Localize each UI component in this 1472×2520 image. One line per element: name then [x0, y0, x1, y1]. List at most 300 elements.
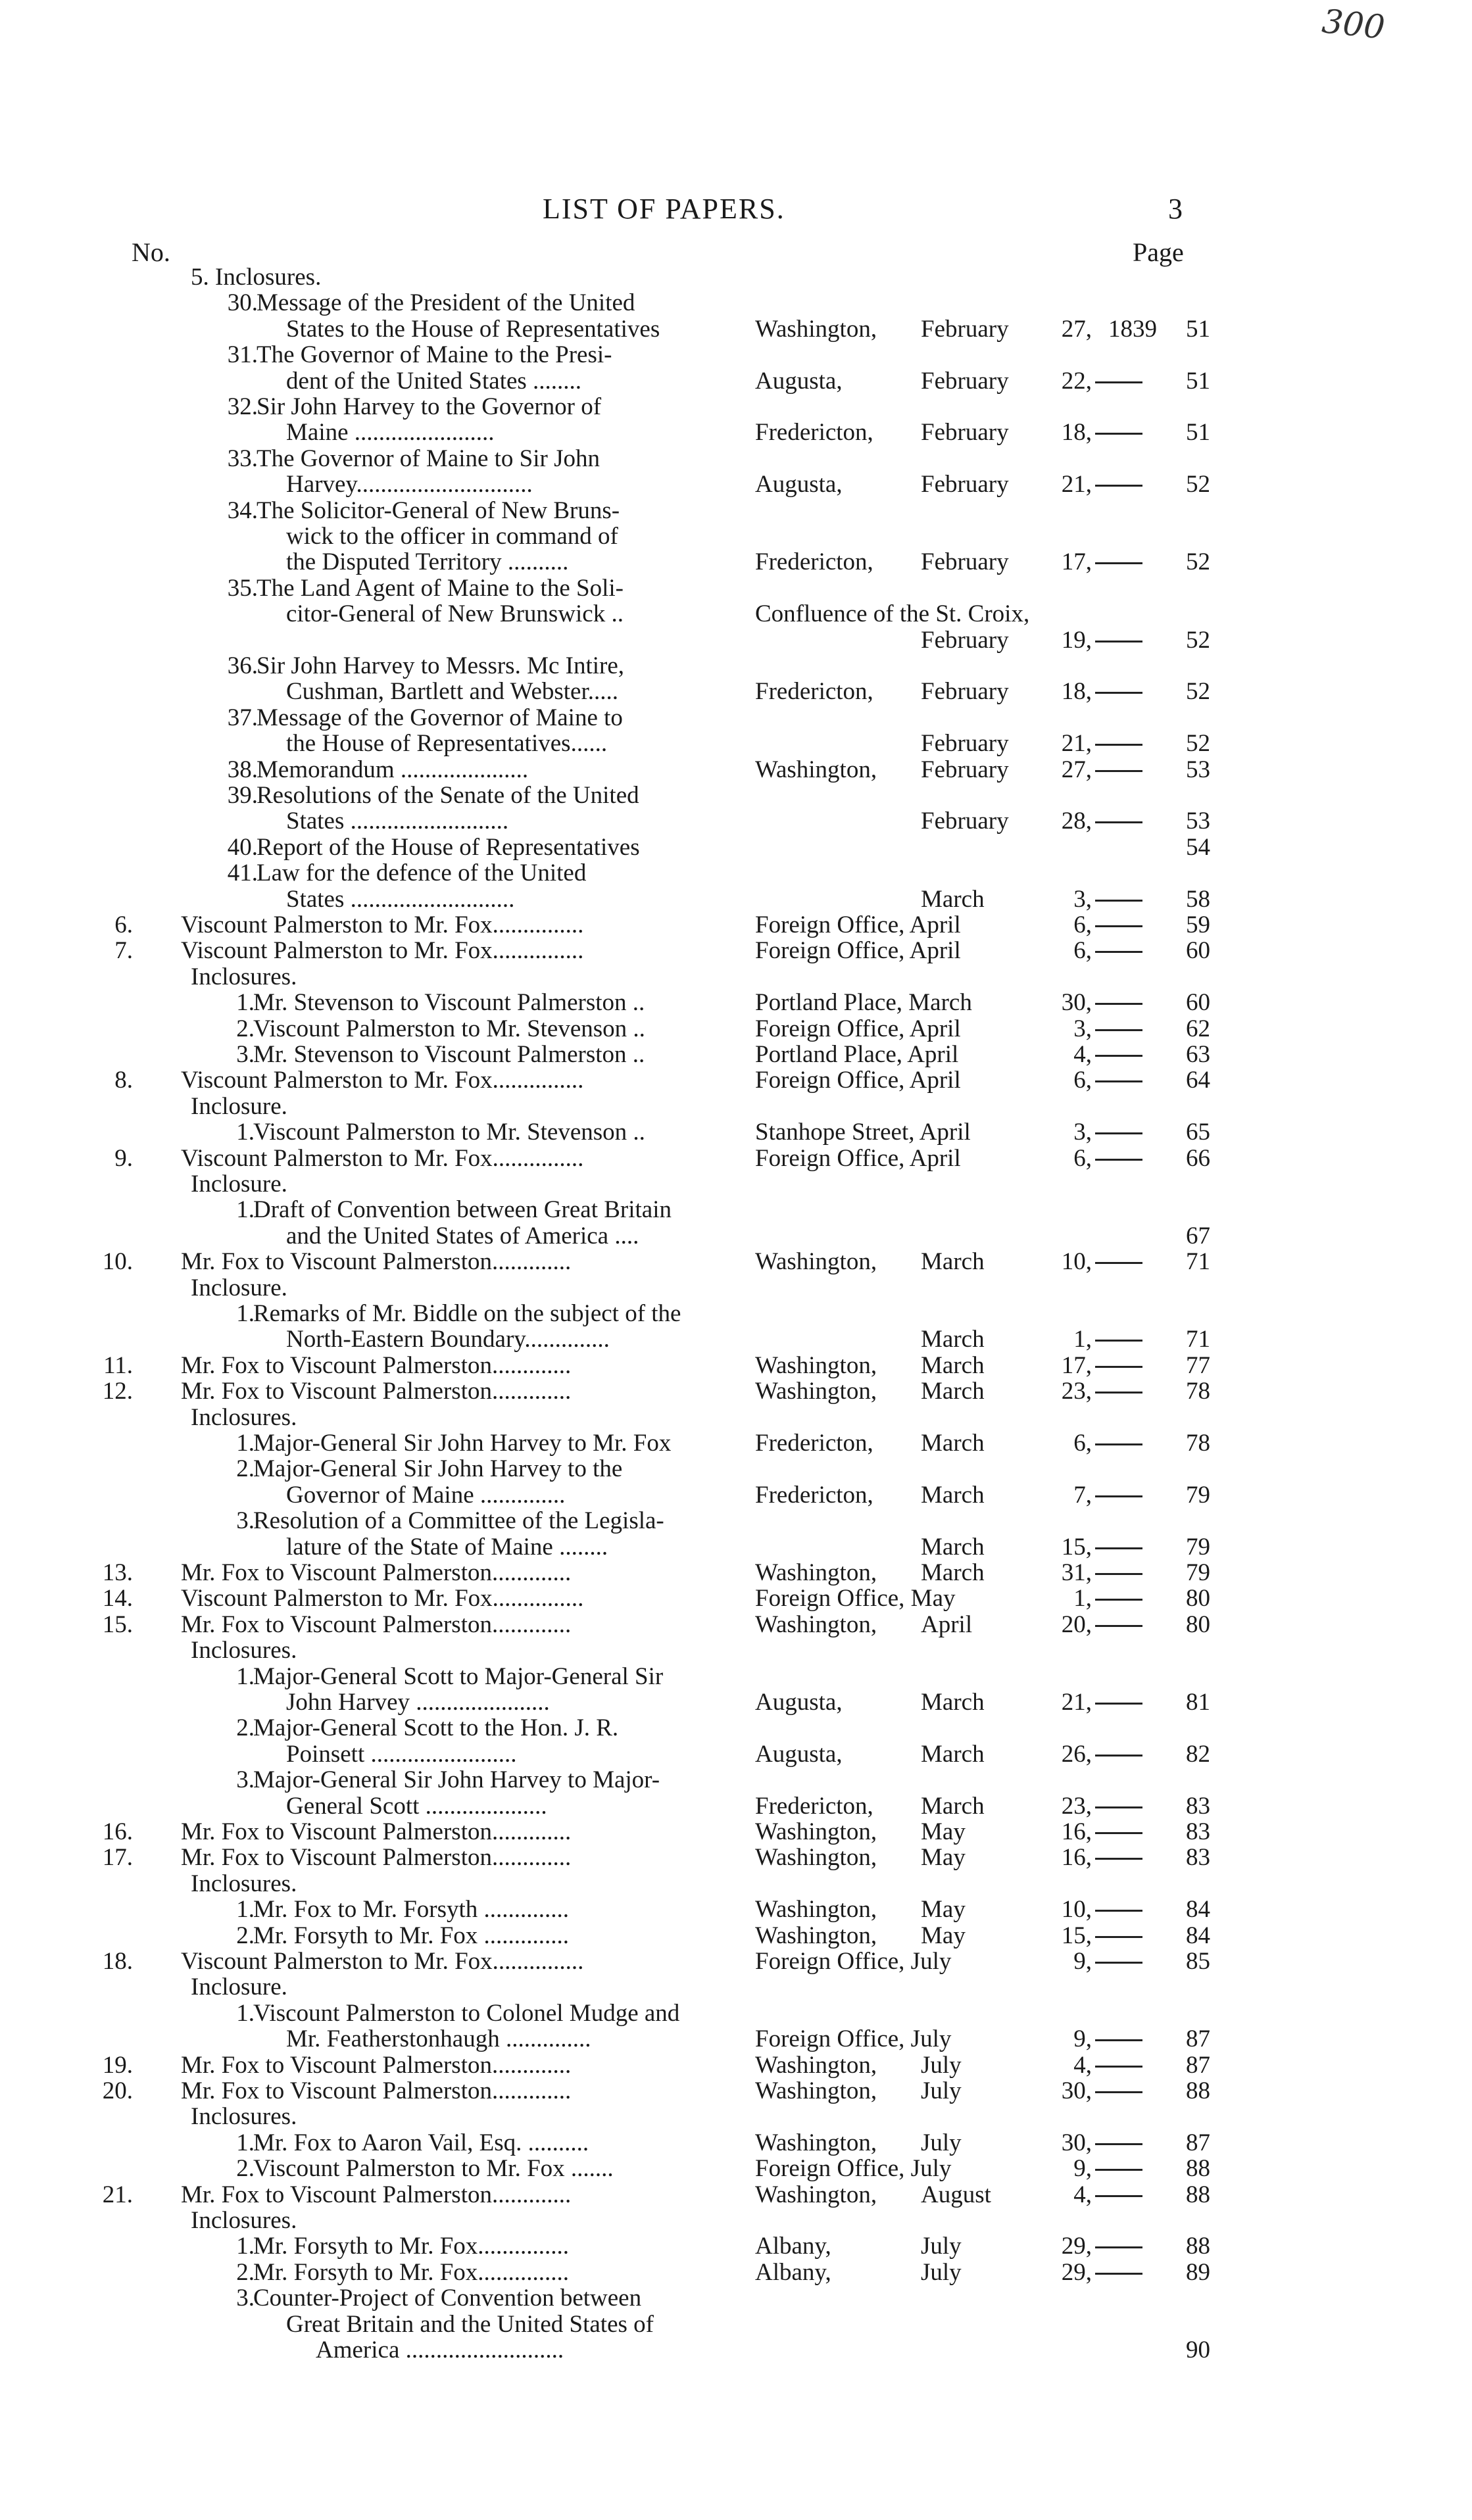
entry-month: March: [921, 1352, 985, 1379]
entry-page: 66: [1186, 1145, 1210, 1172]
entry-place: Washington,: [755, 316, 877, 343]
entry-title: States ...........................: [286, 886, 515, 913]
entry-title: Major-General Scott to Major-General Sir: [253, 1663, 664, 1690]
entry-title: the Disputed Territory ..........: [286, 548, 569, 575]
entry-number: 34.: [227, 497, 258, 524]
entry-day: 19,: [1061, 627, 1092, 654]
entry-title: Mr. Fox to Viscount Palmerston.............: [181, 2052, 572, 2079]
entry-number: 33.: [227, 445, 258, 472]
entry-title: John Harvey ......................: [286, 1689, 550, 1716]
entry-page: 78: [1186, 1430, 1210, 1457]
entry-number: 18.: [102, 1948, 133, 1975]
entry-title: Cushman, Bartlett and Webster.....: [286, 678, 619, 705]
entry-day: 4,: [1073, 1041, 1092, 1068]
entry-month: February: [921, 548, 1009, 575]
entry-day: 28,: [1061, 808, 1092, 835]
entry-title: lature of the State of Maine ........: [286, 1534, 608, 1561]
entry-place: Foreign Office, April: [755, 1067, 961, 1094]
entry-page: 80: [1186, 1611, 1210, 1638]
entry-number: 30.: [227, 289, 258, 316]
entry-title: The Governor of Maine to Sir John: [257, 445, 601, 472]
entry-day: 17,: [1061, 1352, 1092, 1379]
entry-month: March: [921, 1326, 985, 1353]
entry-title: Inclosure.: [191, 1171, 287, 1198]
entry-day: 6,: [1073, 1145, 1092, 1172]
entry-title: Viscount Palmerston to Mr. Fox...............: [181, 1948, 584, 1975]
entry-month: March: [921, 1378, 985, 1405]
entry-day: 6,: [1073, 937, 1092, 964]
entry-title: Mr. Forsyth to Mr. Fox...............: [253, 2233, 570, 2260]
entry-place: Albany,: [755, 2259, 831, 2286]
entry-page: 88: [1186, 2077, 1210, 2104]
entry-number: 1.: [236, 989, 255, 1016]
entry-page: 88: [1186, 2181, 1210, 2208]
entry-number: 1.: [236, 1300, 255, 1327]
entry-page: 79: [1186, 1559, 1210, 1586]
entry-day: 3,: [1073, 1119, 1092, 1146]
entry-month: March: [921, 1793, 985, 1820]
entry-place: Foreign Office, July: [755, 2155, 952, 2182]
entry-month: July: [921, 2052, 962, 2079]
entry-number: 17.: [102, 1844, 133, 1871]
entry-place: Portland Place, April: [755, 1041, 959, 1068]
entry-number: 31.: [227, 341, 258, 368]
entry-page: 83: [1186, 1793, 1210, 1820]
entry-day: 30,: [1061, 989, 1092, 1016]
entry-place: Washington,: [755, 1896, 877, 1923]
entry-place: Washington,: [755, 1611, 877, 1638]
entry-number: 3.: [236, 1041, 255, 1068]
entry-month: March: [921, 886, 985, 913]
entry-day: 17,: [1061, 548, 1092, 575]
entry-month: July: [921, 2129, 962, 2156]
entry-place: Confluence of the St. Croix,: [755, 600, 1030, 627]
entry-number: 3.: [236, 1766, 255, 1793]
entry-title: States ..........................: [286, 808, 509, 835]
entry-title: Inclosure.: [191, 1974, 287, 2000]
entry-title: Mr. Fox to Viscount Palmerston.............: [181, 1611, 572, 1638]
entry-title: Viscount Palmerston to Mr. Fox...............: [181, 1585, 584, 1612]
entry-place: Augusta,: [755, 471, 843, 498]
entry-title: Mr. Forsyth to Mr. Fox...............: [253, 2259, 570, 2286]
entry-title: Mr. Fox to Viscount Palmerston.............: [181, 1248, 572, 1275]
entry-month: August: [921, 2181, 991, 2208]
entry-page: 87: [1186, 2129, 1210, 2156]
entry-day: 4,: [1073, 2181, 1092, 2208]
entry-page: 81: [1186, 1689, 1210, 1716]
entry-title: North-Eastern Boundary..............: [286, 1326, 610, 1353]
entry-title: Major-General Scott to the Hon. J. R.: [253, 1714, 619, 1741]
entry-title: Viscount Palmerston to Mr. Fox...............: [181, 1145, 584, 1172]
entry-title: citor-General of New Brunswick ..: [286, 600, 624, 627]
entry-title: Remarks of Mr. Biddle on the subject of the: [253, 1300, 681, 1327]
entry-page: 84: [1186, 1896, 1210, 1923]
entry-page: 52: [1186, 627, 1210, 654]
entry-month: May: [921, 1844, 966, 1871]
entry-number: 37.: [227, 704, 258, 731]
entry-title: Mr. Fox to Viscount Palmerston.............: [181, 1378, 572, 1405]
entry-number: 38.: [227, 756, 258, 783]
entry-number: 14.: [102, 1585, 133, 1612]
entry-title: Viscount Palmerston to Mr. Fox...............: [181, 911, 584, 938]
entry-page: 51: [1186, 316, 1210, 343]
entry-place: Foreign Office, April: [755, 937, 961, 964]
entry-number: 1.: [236, 2000, 255, 2027]
entry-page: 88: [1186, 2155, 1210, 2182]
entry-number: 41.: [227, 860, 258, 886]
entry-title: wick to the officer in command of: [286, 523, 618, 550]
entry-title: dent of the United States ........: [286, 368, 582, 395]
entry-place: Fredericton,: [755, 419, 873, 446]
entry-place: Augusta,: [755, 1741, 843, 1768]
entry-month: July: [921, 2259, 962, 2286]
entry-month: March: [921, 1482, 985, 1509]
entry-title: Draft of Convention between Great Britain: [253, 1196, 672, 1223]
entry-month: February: [921, 471, 1009, 498]
entry-number: 2.: [236, 1714, 255, 1741]
entry-title: Resolutions of the Senate of the United: [257, 782, 639, 809]
entry-month: February: [921, 730, 1009, 757]
entry-number: 39.: [227, 782, 258, 809]
entry-page: 53: [1186, 756, 1210, 783]
entry-day: 1,: [1073, 1585, 1092, 1612]
entry-day: 3,: [1073, 1015, 1092, 1042]
entry-number: 21.: [102, 2181, 133, 2208]
entry-day: 4,: [1073, 2052, 1092, 2079]
entry-number: 6.: [114, 911, 133, 938]
entry-title: Major-General Sir John Harvey to the: [253, 1455, 623, 1482]
page-number: 3: [1168, 193, 1183, 225]
entry-number: 7.: [114, 937, 133, 964]
entry-month: May: [921, 1896, 966, 1923]
entry-day: 21,: [1061, 471, 1092, 498]
entry-number: 1.: [236, 2129, 255, 2156]
entry-month: February: [921, 678, 1009, 705]
entry-title: Mr. Forsyth to Mr. Fox ..............: [253, 1922, 570, 1949]
entry-day: 23,: [1061, 1378, 1092, 1405]
entry-month: March: [921, 1559, 985, 1586]
entry-page: 85: [1186, 1948, 1210, 1975]
entry-day: 9,: [1073, 2155, 1092, 2182]
entry-title: Viscount Palmerston to Mr. Fox...............: [181, 937, 584, 964]
entry-page: 87: [1186, 2052, 1210, 2079]
entry-page: 67: [1186, 1223, 1210, 1249]
entry-day: 23,: [1061, 1793, 1092, 1820]
entry-month: May: [921, 1818, 966, 1845]
entry-month: February: [921, 419, 1009, 446]
entry-page: 51: [1186, 368, 1210, 395]
entry-title: Major-General Sir John Harvey to Major-: [253, 1766, 660, 1793]
entry-page: 71: [1186, 1248, 1210, 1275]
entry-title: Mr. Fox to Viscount Palmerston.............: [181, 1559, 572, 1586]
entry-place: Washington,: [755, 1378, 877, 1405]
entry-number: 1.: [236, 1430, 255, 1457]
entry-title: Viscount Palmerston to Mr. Stevenson ..: [253, 1015, 645, 1042]
entry-page: 79: [1186, 1534, 1210, 1561]
entry-title: Mr. Featherstonhaugh ..............: [286, 2025, 591, 2052]
entry-number: 2.: [236, 2259, 255, 2286]
entry-page: 88: [1186, 2233, 1210, 2260]
entry-number: 1.: [236, 1196, 255, 1223]
entry-title: Inclosures.: [191, 2207, 297, 2234]
entry-title: Viscount Palmerston to Mr. Fox .......: [253, 2155, 614, 2182]
entry-month: April: [921, 1611, 973, 1638]
entry-place: Washington,: [755, 1248, 877, 1275]
entry-place: Washington,: [755, 1559, 877, 1586]
entry-day: 18,: [1061, 678, 1092, 705]
entry-day: 20,: [1061, 1611, 1092, 1638]
entry-number: 35.: [227, 575, 258, 602]
entry-day: 3,: [1073, 886, 1092, 913]
entry-day: 9,: [1073, 2025, 1092, 2052]
entry-number: 16.: [102, 1818, 133, 1845]
entry-day: 21,: [1061, 1689, 1092, 1716]
entry-place: Fredericton,: [755, 1482, 873, 1509]
entry-place: Portland Place, March: [755, 989, 972, 1016]
entry-page: 65: [1186, 1119, 1210, 1146]
entry-day: 6,: [1073, 911, 1092, 938]
entry-title: Message of the President of the United: [257, 289, 635, 316]
entry-number: 40.: [227, 834, 258, 861]
entry-number: 20.: [102, 2077, 133, 2104]
entry-page: 52: [1186, 730, 1210, 757]
entry-title: Inclosures.: [191, 1637, 297, 1664]
entry-page: 59: [1186, 911, 1210, 938]
entry-page: 60: [1186, 937, 1210, 964]
entry-title: Viscount Palmerston to Mr. Fox...............: [181, 1067, 584, 1094]
entry-title: Poinsett ........................: [286, 1741, 517, 1768]
entry-title: Counter-Project of Convention between: [253, 2285, 642, 2312]
entry-month: March: [921, 1248, 985, 1275]
entry-title: Mr. Stevenson to Viscount Palmerston ..: [253, 989, 645, 1016]
entry-title: Governor of Maine ..............: [286, 1482, 566, 1509]
entry-month: July: [921, 2077, 962, 2104]
entry-title: Message of the Governor of Maine to: [257, 704, 623, 731]
entry-place: Washington,: [755, 1844, 877, 1871]
column-header-page: Page: [1133, 237, 1184, 267]
entry-place: Albany,: [755, 2233, 831, 2260]
entry-page: 80: [1186, 1585, 1210, 1612]
entry-month: February: [921, 316, 1009, 343]
entry-number: 32.: [227, 393, 258, 420]
entry-day: 27,: [1061, 316, 1092, 343]
entry-title: Memorandum .....................: [257, 756, 529, 783]
entry-title: Mr. Stevenson to Viscount Palmerston ..: [253, 1041, 645, 1068]
entry-page: 89: [1186, 2259, 1210, 2286]
entry-page: 84: [1186, 1922, 1210, 1949]
entry-title: The Governor of Maine to the Presi-: [257, 341, 612, 368]
entry-place: Washington,: [755, 1922, 877, 1949]
entry-place: Foreign Office, May: [755, 1585, 956, 1612]
entry-day: 1,: [1073, 1326, 1092, 1353]
entry-place: Stanhope Street, April: [755, 1119, 971, 1146]
entry-title: Mr. Fox to Viscount Palmerston.............: [181, 1844, 572, 1871]
entry-title: Great Britain and the United States of: [286, 2311, 654, 2338]
entry-number: 1.: [236, 1896, 255, 1923]
page-title: LIST OF PAPERS.: [543, 193, 785, 225]
entry-title: America ..........................: [316, 2337, 564, 2363]
entry-day: 15,: [1061, 1922, 1092, 1949]
entry-number: 9.: [114, 1145, 133, 1172]
entry-place: Foreign Office, April: [755, 911, 961, 938]
entry-page: 82: [1186, 1741, 1210, 1768]
entry-day: 10,: [1061, 1896, 1092, 1923]
entry-month: February: [921, 627, 1009, 654]
entry-page: 64: [1186, 1067, 1210, 1094]
entry-place: Foreign Office, April: [755, 1015, 961, 1042]
entry-title: Sir John Harvey to the Governor of: [257, 393, 602, 420]
entry-place: Washington,: [755, 2052, 877, 2079]
entry-place: Washington,: [755, 2181, 877, 2208]
entry-place: Fredericton,: [755, 1430, 873, 1457]
entry-page: 83: [1186, 1818, 1210, 1845]
entry-title: Maine .......................: [286, 419, 495, 446]
entry-place: Washington,: [755, 2077, 877, 2104]
entry-title: Viscount Palmerston to Mr. Stevenson ..: [253, 1119, 645, 1146]
entry-number: 2.: [236, 1455, 255, 1482]
entry-number: 2.: [236, 1015, 255, 1042]
entry-place: Foreign Office, July: [755, 1948, 952, 1975]
handwritten-folio: 300: [1320, 2, 1387, 47]
entry-title: Major-General Sir John Harvey to Mr. Fox: [253, 1430, 672, 1457]
entry-number: 10.: [102, 1248, 133, 1275]
entry-place: Augusta,: [755, 1689, 843, 1716]
entry-page: 54: [1186, 834, 1210, 861]
entry-place: Foreign Office, April: [755, 1145, 961, 1172]
entry-month: May: [921, 1922, 966, 1949]
entry-title: Mr. Fox to Viscount Palmerston.............: [181, 1818, 572, 1845]
entry-day: 6,: [1073, 1430, 1092, 1457]
entry-title: Viscount Palmerston to Colonel Mudge and: [253, 2000, 680, 2027]
entry-year: 1839: [1108, 316, 1157, 343]
entry-place: Fredericton,: [755, 548, 873, 575]
entry-title: Law for the defence of the United: [257, 860, 587, 886]
entry-number: 15.: [102, 1611, 133, 1638]
entry-day: 22,: [1061, 368, 1092, 395]
entry-day: 29,: [1061, 2233, 1092, 2260]
entry-title: Resolution of a Committee of the Legisla-: [253, 1507, 664, 1534]
entry-number: 1.: [236, 1119, 255, 1146]
entry-title: Mr. Fox to Viscount Palmerston.............: [181, 1352, 572, 1379]
entry-page: 63: [1186, 1041, 1210, 1068]
entry-title: Inclosure.: [191, 1274, 287, 1301]
entry-page: 77: [1186, 1352, 1210, 1379]
entry-title: The Land Agent of Maine to the Soli-: [257, 575, 624, 602]
entry-page: 52: [1186, 471, 1210, 498]
entry-place: Augusta,: [755, 368, 843, 395]
entry-day: 10,: [1061, 1248, 1092, 1275]
entry-day: 29,: [1061, 2259, 1092, 2286]
entry-month: March: [921, 1534, 985, 1561]
entry-title: General Scott ....................: [286, 1793, 547, 1820]
entry-place: Fredericton,: [755, 1793, 873, 1820]
entry-page: 79: [1186, 1482, 1210, 1509]
entry-number: 12.: [102, 1378, 133, 1405]
entry-place: Washington,: [755, 1818, 877, 1845]
entry-day: 9,: [1073, 1948, 1092, 1975]
entry-number: 3.: [236, 1507, 255, 1534]
entry-number: 2.: [236, 2155, 255, 2182]
entry-place: Washington,: [755, 756, 877, 783]
entry-title: States to the House of Representatives: [286, 316, 660, 343]
entry-day: 7,: [1073, 1482, 1092, 1509]
entry-title: Inclosures.: [191, 963, 297, 990]
entry-day: 16,: [1061, 1818, 1092, 1845]
entry-day: 27,: [1061, 756, 1092, 783]
entry-number: 1.: [236, 2233, 255, 2260]
entry-number: 11.: [103, 1352, 133, 1379]
entry-day: 21,: [1061, 730, 1092, 757]
entry-number: 36.: [227, 652, 258, 679]
entry-day: 26,: [1061, 1741, 1092, 1768]
entry-page: 83: [1186, 1844, 1210, 1871]
entry-month: March: [921, 1741, 985, 1768]
entry-day: 16,: [1061, 1844, 1092, 1871]
entry-title: Inclosures.: [191, 1870, 297, 1897]
entry-title: Sir John Harvey to Messrs. Mc Intire,: [257, 652, 625, 679]
entry-page: 78: [1186, 1378, 1210, 1405]
entry-day: 6,: [1073, 1067, 1092, 1094]
entry-number: 2.: [236, 1922, 255, 1949]
entry-page: 58: [1186, 886, 1210, 913]
entry-title: Mr. Fox to Viscount Palmerston.............: [181, 2077, 572, 2104]
entry-place: Fredericton,: [755, 678, 873, 705]
entry-page: 90: [1186, 2337, 1210, 2363]
entry-month: February: [921, 808, 1009, 835]
entry-title: 5. Inclosures.: [191, 264, 322, 291]
entry-month: February: [921, 368, 1009, 395]
entry-place: Washington,: [755, 2129, 877, 2156]
entry-number: 13.: [102, 1559, 133, 1586]
entry-page: 60: [1186, 989, 1210, 1016]
entry-page: 62: [1186, 1015, 1210, 1042]
entry-number: 8.: [114, 1067, 133, 1094]
entry-page: 71: [1186, 1326, 1210, 1353]
entry-month: July: [921, 2233, 962, 2260]
entry-month: March: [921, 1430, 985, 1457]
entry-title: Mr. Fox to Mr. Forsyth ..............: [253, 1896, 570, 1923]
entry-day: 18,: [1061, 419, 1092, 446]
entry-place: Foreign Office, July: [755, 2025, 952, 2052]
entry-page: 52: [1186, 548, 1210, 575]
entry-day: 30,: [1061, 2129, 1092, 2156]
entry-page: 87: [1186, 2025, 1210, 2052]
entry-day: 31,: [1061, 1559, 1092, 1586]
entry-place: Washington,: [755, 1352, 877, 1379]
entry-title: Mr. Fox to Viscount Palmerston.............: [181, 2181, 572, 2208]
entry-month: February: [921, 756, 1009, 783]
entry-title: and the United States of America ....: [286, 1223, 639, 1249]
entry-title: Harvey.............................: [286, 471, 533, 498]
entry-day: 15,: [1061, 1534, 1092, 1561]
entry-month: March: [921, 1689, 985, 1716]
column-header-no: No.: [132, 237, 170, 267]
entry-title: Inclosures.: [191, 2103, 297, 2130]
entry-page: 51: [1186, 419, 1210, 446]
entry-page: 52: [1186, 678, 1210, 705]
entry-title: the House of Representatives......: [286, 730, 608, 757]
entry-page: 53: [1186, 808, 1210, 835]
entry-title: Mr. Fox to Aaron Vail, Esq. ..........: [253, 2129, 589, 2156]
entry-title: Inclosure.: [191, 1093, 287, 1120]
entry-title: The Solicitor-General of New Bruns-: [257, 497, 620, 524]
entry-number: 19.: [102, 2052, 133, 2079]
entry-day: 30,: [1061, 2077, 1092, 2104]
entry-number: 1.: [236, 1663, 255, 1690]
entry-title: Inclosures.: [191, 1404, 297, 1431]
entry-number: 3.: [236, 2285, 255, 2312]
entry-title: Report of the House of Representatives: [257, 834, 640, 861]
